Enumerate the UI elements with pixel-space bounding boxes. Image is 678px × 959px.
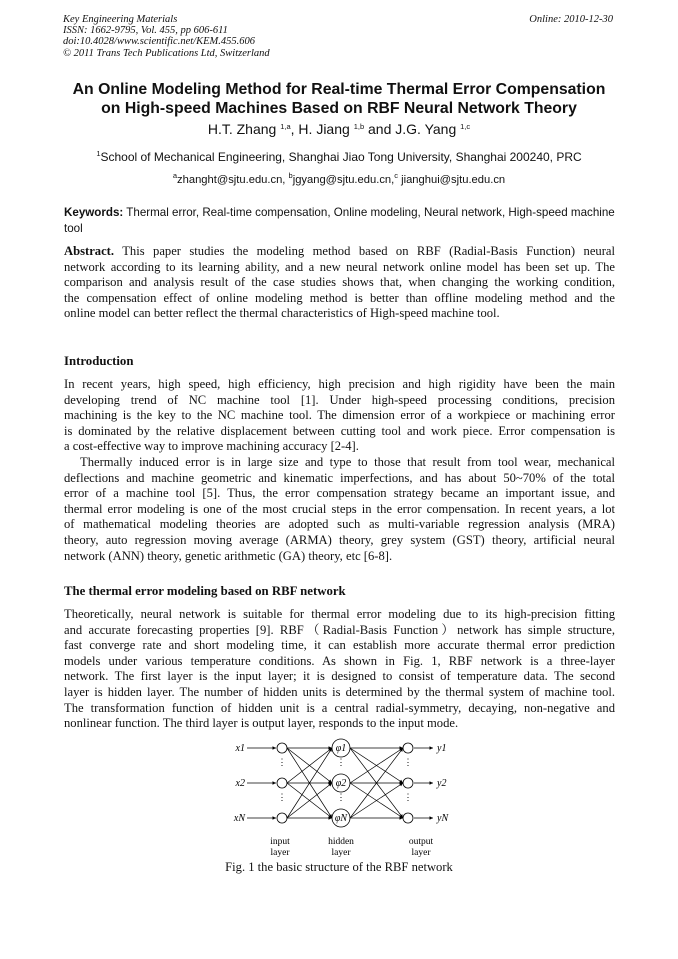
email: jgyang@sjtu.edu.cn, <box>292 174 395 186</box>
ellipsis-dots: ⋮ <box>336 757 346 767</box>
text-line <box>64 623 615 639</box>
title-line: An Online Modeling Method for Real-time Thermal Error Compensation <box>72 81 606 98</box>
ellipsis-dots: ⋮ <box>277 757 287 767</box>
author-sup: 1,c <box>460 122 471 131</box>
email-sup: b <box>288 171 293 180</box>
ellipsis-dots: ⋮ <box>403 792 413 802</box>
node-label: x2 <box>235 778 245 789</box>
text-line <box>64 502 615 518</box>
issn: ISSN: 1662-9795, Vol. 455, pp 606-611 <box>63 25 228 37</box>
author: and J.G. Yang <box>364 121 461 137</box>
ellipsis-dots: ⋮ <box>403 757 413 767</box>
email-sup: a <box>172 171 178 180</box>
line-text: network (ANN) theory, genetic arithmetic (GA) theory, etc [6-8]. <box>64 548 393 563</box>
text-line <box>64 408 615 424</box>
intro-paragraph-2 <box>64 455 615 564</box>
line-text: Thermally induced error is in large size and type to those that result from tool wear, mechanical <box>80 455 615 469</box>
author: , H. Jiang <box>290 121 354 137</box>
text-line <box>64 716 615 732</box>
text-line <box>64 377 615 393</box>
author-sup: 1,b <box>353 122 365 131</box>
line-text: machining is the key to the NC machine tool. The dimension error of a workpiece or machining error <box>64 408 615 423</box>
output-node <box>403 778 413 788</box>
text-line <box>64 455 615 471</box>
text-line <box>64 701 615 717</box>
text-line <box>64 244 615 260</box>
text-line <box>64 275 615 291</box>
keywords-text: Thermal error, Real-time compensation, Online modeling, Neural network, High-speed machine tool <box>64 206 615 235</box>
title-line: on High-speed Machines Based on RBF Neural Network Theory <box>101 100 577 117</box>
email: jianghui@sjtu.edu.cn <box>398 174 506 186</box>
line-text: In recent years, high speed, high efficiency, high precision and high rigidity have been the main <box>64 377 615 391</box>
text-line <box>64 306 615 322</box>
intro-paragraph-1 <box>64 377 615 455</box>
text-line <box>64 486 615 502</box>
text-line <box>64 291 615 307</box>
line-text: models under various temperature conditions. As shown in Fig. 1, RBF network is a three-layer <box>64 653 615 668</box>
keywords-label: Keywords: <box>64 206 124 219</box>
fig-label: layer <box>411 848 431 858</box>
affiliation <box>0 149 678 164</box>
node-label: y2 <box>437 778 447 789</box>
line-text: This paper studies the modeling method based on RBF (Radial-Basis Function) neural <box>114 244 615 258</box>
text-line <box>64 260 615 276</box>
fig-label: input <box>270 837 290 847</box>
section-paragraph <box>64 607 615 732</box>
line-text: a cost-effective way to improve machining accuracy [2-4]. <box>64 439 359 454</box>
text-line <box>64 424 615 440</box>
fig-label: layer <box>331 848 351 858</box>
journal-header <box>63 14 270 59</box>
fig-label: output <box>408 837 434 847</box>
rbf-network-figure <box>225 738 455 864</box>
line-text: developing trend of NC machine tool [1]. Under high-speed processing conditions, precision <box>64 392 615 407</box>
text-line <box>64 654 615 670</box>
input-node <box>277 778 287 788</box>
text-line <box>64 517 615 533</box>
text-line <box>64 607 615 623</box>
aff-text: School of Mechanical Engineering, Shanghai Jiao Tong University, Shanghai 200240, PRC <box>100 150 582 164</box>
line-text: online model can better reflect the thermal characteristics of High-speed machine tool. <box>64 306 500 321</box>
line-text: the compensation effect of online modeling method is better than offline modeling method and the <box>64 290 615 305</box>
line-text: The transformation function of hidden unit is a central radial-symmetry, decaying, non-negative and <box>64 700 615 715</box>
node-label: yN <box>437 813 449 824</box>
node-label: y1 <box>437 743 447 754</box>
ellipsis-dots: ⋮ <box>336 792 346 802</box>
node-label: φ1 <box>335 743 347 754</box>
line-text: error of a machine tool [5]. Thus, the error compensation strategy became an important issue, and <box>64 486 615 501</box>
section-heading: The thermal error modeling based on RBF network <box>64 584 346 598</box>
keywords <box>64 205 616 237</box>
abstract <box>64 244 615 322</box>
line-text: fast converge rate and short modeling time, it can establish more accurate thermal error prediction <box>64 638 615 653</box>
text-line <box>64 549 615 565</box>
output-node <box>403 813 413 823</box>
line-text: is dominated by the relative displacement between cutting tool and work piece. Error compensation is <box>64 423 615 438</box>
line-text: layer is hidden layer. The number of hidden units is determined by the thermal system of machine tool. <box>64 684 615 699</box>
node-label: φ2 <box>335 778 347 789</box>
input-node <box>277 813 287 823</box>
line-text: comparison and analysis result of the case studies shows that, when changing the working condition, <box>64 275 615 290</box>
line-text: theory, auto regression moving average (ARMA) theory, grey system (GST) theory, artificial neural <box>64 532 615 547</box>
text-line <box>64 393 615 409</box>
author: H.T. Zhang <box>207 121 281 137</box>
email: zhanght@sjtu.edu.cn, <box>177 174 289 186</box>
text-line <box>64 533 615 549</box>
output-node <box>403 743 413 753</box>
text-line <box>64 471 615 487</box>
ellipsis-dots: ⋮ <box>277 792 287 802</box>
journal-name: Key Engineering Materials <box>63 14 178 25</box>
aff-sup: 1 <box>96 149 101 158</box>
node-label: xN <box>233 813 245 824</box>
copyright: © 2011 Trans Tech Publications Ltd, Switzerland <box>63 47 270 59</box>
emails <box>0 171 678 186</box>
line-text: deflections and machine geometric and kinematic imperfections, and has about 50~70% of the total <box>64 470 615 485</box>
line-text: of mathematical modeling theories are adopted such as multi-variable regression analysis (MRA) <box>64 517 615 532</box>
node-label: φN <box>334 813 348 824</box>
text-line <box>64 638 615 654</box>
fig-label: hidden <box>328 837 354 847</box>
line-text: nonlinear function. The third layer is output layer, responds to the input mode. <box>64 716 459 731</box>
author-sup: 1,a <box>280 122 291 131</box>
line-text: network according to its learning ability, and a new neural network online model has been set up. The <box>64 259 615 274</box>
doi: doi:10.4028/www.scientific.net/KEM.455.606 <box>63 36 255 48</box>
line-text: Theoretically, neural network is suitable for thermal error modeling due to its high-precision fitting <box>64 607 615 621</box>
abstract-label: Abstract. <box>64 244 115 258</box>
introduction-heading: Introduction <box>64 354 134 368</box>
online-date: Online: 2010-12-30 <box>529 14 613 25</box>
paper-title <box>40 80 638 118</box>
line-text: and accurate forecasting properties [9]. RBF（Radial-Basis Function）network has simple structure, <box>64 622 615 637</box>
figure-caption: Fig. 1 the basic structure of the RBF network <box>225 860 453 874</box>
email-sup: c <box>394 171 398 180</box>
text-line <box>64 669 615 685</box>
node-label: x1 <box>235 743 245 754</box>
text-line <box>64 685 615 701</box>
input-node <box>277 743 287 753</box>
text-line <box>64 439 615 455</box>
authors <box>0 121 678 137</box>
line-text: thermal error modeling is one of the most crucial steps in the error compensation. In recent years, a lot <box>64 501 615 516</box>
line-text: network. The first layer is the input layer; it is designed to consist of temperature data. The second <box>64 669 615 684</box>
fig-label: layer <box>270 848 290 858</box>
